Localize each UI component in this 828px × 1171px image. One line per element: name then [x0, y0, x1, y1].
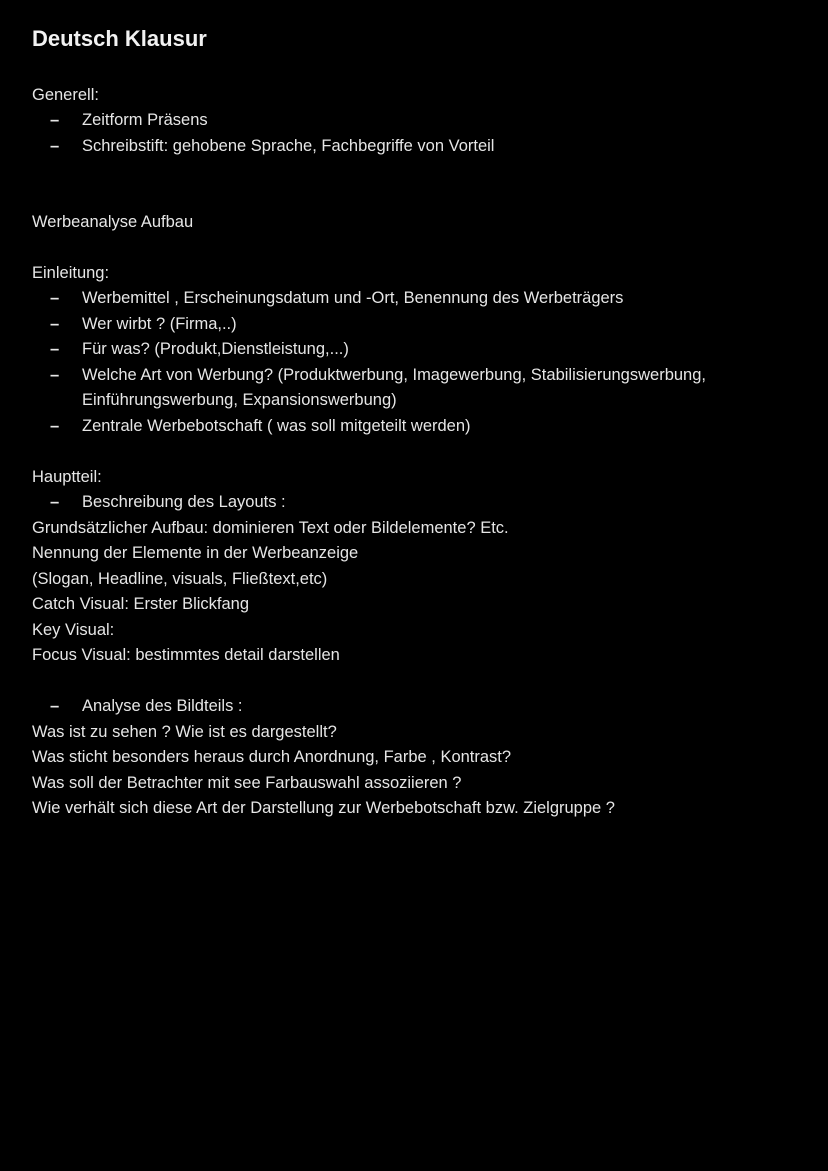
- body-line: Grundsätzlicher Aufbau: dominieren Text oder Bildelemente? Etc.: [32, 519, 509, 537]
- list-item-text: Analyse des Bildteils :: [82, 697, 243, 715]
- list-item-text: Schreibstift: gehobene Sprache, Fachbegriffe von Vorteil: [82, 137, 495, 155]
- bullet-dash: –: [50, 417, 60, 435]
- list-item-text: Zentrale Werbebotschaft ( was soll mitgeteilt werden): [82, 417, 471, 435]
- body-line: Was ist zu sehen ? Wie ist es dargestellt?: [32, 723, 337, 741]
- body-line: Was sticht besonders heraus durch Anordnung, Farbe , Kontrast?: [32, 748, 512, 766]
- section-heading-hauptteil: Hauptteil:: [32, 468, 102, 486]
- body-line: (Slogan, Headline, visuals, Fließtext,etc): [32, 570, 328, 588]
- section-heading-werbeanalyse: Werbeanalyse Aufbau: [32, 213, 194, 231]
- bullet-dash: –: [50, 289, 60, 307]
- list-item-text: Zeitform Präsens: [82, 111, 208, 129]
- bullet-dash: –: [50, 366, 60, 384]
- bullet-dash: –: [50, 697, 60, 715]
- list-item-text: Beschreibung des Layouts :: [82, 493, 286, 511]
- section-heading-einleitung: Einleitung:: [32, 264, 110, 282]
- body-line: Nennung der Elemente in der Werbeanzeige: [32, 544, 359, 562]
- bullet-dash: –: [50, 340, 60, 358]
- document-title: Deutsch Klausur: [32, 26, 207, 51]
- list-item-text: Wer wirbt ? (Firma,..): [82, 315, 237, 333]
- body-line: Catch Visual: Erster Blickfang: [32, 595, 250, 613]
- bullet-dash: –: [50, 111, 60, 129]
- body-line: Wie verhält sich diese Art der Darstellung zur Werbebotschaft bzw. Zielgruppe ?: [32, 799, 615, 817]
- bullet-dash: –: [50, 493, 60, 511]
- body-line: Was soll der Betrachter mit see Farbauswahl assoziieren ?: [32, 774, 462, 792]
- bullet-dash: –: [50, 315, 60, 333]
- body-line: Focus Visual: bestimmtes detail darstellen: [32, 646, 340, 664]
- list-item-text: Welche Art von Werbung? (Produktwerbung, Imagewerbung, Stabilisierungswerbung, Einführungswerbung, Expansionswerbung): [82, 366, 706, 409]
- list-item-text: Werbemittel , Erscheinungsdatum und -Ort, Benennung des Werbeträgers: [82, 289, 624, 307]
- bullet-dash: –: [50, 137, 60, 155]
- body-line: Key Visual:: [32, 621, 115, 639]
- section-heading-generell: Generell:: [32, 86, 99, 104]
- list-item-text: Für was? (Produkt,Dienstleistung,...): [82, 340, 349, 358]
